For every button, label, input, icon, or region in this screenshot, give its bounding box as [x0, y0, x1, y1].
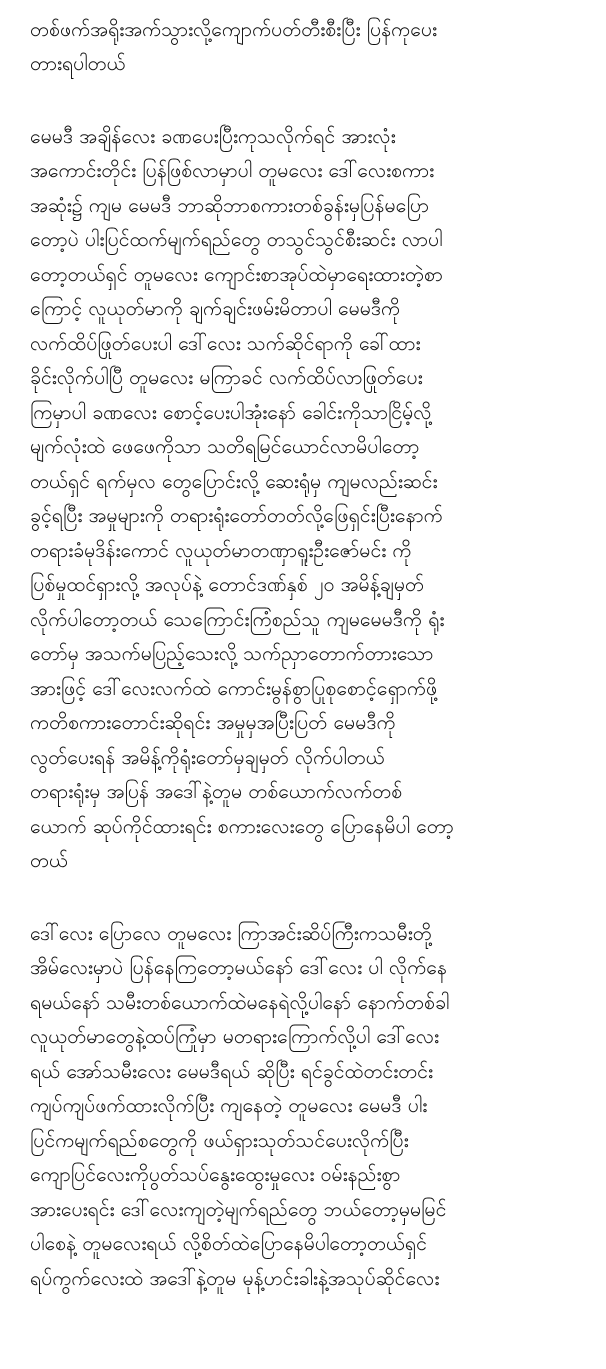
text-line: ကျောပြင်လေးကိုပွတ်သပ်နွေးထွေးမှုလေး ဝမ်းနည်းစွာ [30, 1163, 401, 1186]
text-line: လူယုတ်မာတွေနဲ့ထပ်ကြုံမှာ မတရားကြောက်လို့ပါ ဒေါ်လေး [30, 1025, 440, 1048]
text-line: ကျပ်ကျပ်ဖက်ထားလိုက်ပြီး ကျနေတဲ့ တူမလေး မေမဒီ ပါး [30, 1094, 428, 1117]
text-line: တရားခံမုဒိန်းကောင် လူယုတ်မာတဏှာရူးဦးဇော်မင်း ကို [30, 538, 412, 562]
text-line: ခိုင်းလိုက်ပါပြီ တူမလေး မကြာခင် လက်ထိပ်လာဖြုတ်ပေး [30, 366, 423, 389]
text-line: ကြမှာပါ ခဏလေး စောင့်ပေးပါအုံးနော် ခေါင်းကိုသာငြိမ့်လို့ [30, 400, 432, 424]
text-line: ရပ်ကွက်လေးထဲ အဒေါ်နဲ့တူမ မုန့်ဟင်းခါးနဲ့အသုပ်ဆိုင်လေး [30, 1266, 440, 1290]
text-line: အကောင်းတိုင်း ပြန်ဖြစ်လာမှာပါ တူမလေး ဒေါ်လေးစကား [30, 159, 435, 182]
text-line: အိမ်လေးမှာပဲ ပြန်နေကြတော့မယ်နော် ဒေါ်လေး ပါ လိုက်နေ [30, 956, 447, 979]
text-line: တရားရုံးမှ အပြန် အဒေါ်နဲ့တူမ တစ်ယောက်လက်တစ် [30, 780, 403, 803]
text-line: မေမဒီ အချိန်လေး ခဏပေးပြီးကုသလိုက်ရင် အားလုံး [30, 124, 396, 148]
text-line: ပြစ်မှုထင်ရှားလို့ အလုပ်နဲ့ တောင်ဒဏ်နှစ် ၂၀ အမိန့်ချမှတ် [30, 573, 424, 596]
text-line: ခွင့်ရပြီး အမှုများကို တရားရုံးတော်တတ်လို့ဖြေရှင်းပြီးနောက် [30, 504, 443, 527]
paragraph-2 [30, 120, 588, 879]
paragraph-1 [30, 0, 588, 82]
text-line: တယ် [30, 849, 68, 872]
text-line: လွတ်ပေးရန် အမိန့်ကိုရုံးတော်မှချမှတ် လိုက်ပါတယ် [30, 745, 385, 769]
text-line: ကတိစကားတောင်းဆိုရင်း အမှုမှအပြီးပြတ် မေမဒီကို [30, 711, 396, 734]
text-line: တစ်ဖက်အရိုးအက်သွားလို့ကျောက်ပတ်တီးစီးပြီး ပြန်ကုပေး [30, 17, 437, 41]
text-line: ကြောင့် လူယုတ်မာကို ချက်ချင်းဖမ်းမိတာပါ မေမဒီကို [30, 297, 401, 320]
text-line: မျက်လုံးထဲ ဖေဖေကိုသာ သတိရမြင်ယောင်လာမိပါတော့ [30, 435, 420, 458]
text-line: ရမယ်နော် သမီးတစ်ယောက်ထဲမနေရဲလို့ပါနော် နောက်တစ်ခါ [30, 990, 450, 1014]
text-line: ယောက် ဆုပ်ကိုင်ထားရင်း စကားလေးတွေ ပြောနေမိပါ တော့ [30, 814, 454, 838]
paragraph-3 [30, 917, 588, 1331]
text-line: ရယ် အော်သမီးလေး မေမဒီရယ် ဆိုပြီး ရင်ခွင်ထဲတင်းတင်း [30, 1059, 433, 1083]
text-line: တယ်ရှင် ရက်မှလ တွေပြောင်းလို့ ဆေးရုံမှ ကျမလည်းဆင်း [30, 469, 438, 493]
text-line: အားပေးရင်း ဒေါ်လေးကျတဲ့မျက်ရည်တွေ ဘယ်တော့မှမမြင် [30, 1197, 447, 1221]
text-line: တားရပါတယ် [30, 52, 126, 75]
text-line: အဆုံး၌ ကျမ မေမဒီ ဘာဆိုဘာစကားတစ်ခွန်းမှပြန်မပြော [30, 193, 430, 217]
text-line: တော်မှ အသက်မပြည့်သေးလို့ သက်ညှာတောက်တားသော [30, 642, 434, 665]
text-line: တော့ပဲ ပါးပြင်ထက်မျက်ရည်တွေ တသွင်သွင်စီးဆင်း လာပါ [30, 228, 443, 251]
text-line: လိုက်ပါတော့တယ် သေကြောင်းကြံစည်သူ ကျမမေမဒီကို ရုံး [30, 607, 445, 631]
text-line: ဒေါ်လေး ပြောလေ တူမလေး ကြာအင်းဆိပ်ကြီးကသမီးတို့ [30, 921, 432, 945]
text-line: ပြင်ကမျက်ရည်စတွေကို ဖယ်ရှားသုတ်သင်ပေးလိုက်ပြီး [30, 1128, 409, 1152]
text-line: လက်ထိပ်ဖြုတ်ပေးပါ ဒေါ်လေး သက်ဆိုင်ရာကို ခေါ်ထား [30, 331, 421, 355]
text-line: အားဖြင့် ဒေါ်လေးလက်ထဲ ကောင်းမွန်စွာပြုစုစောင့်ရှောက်ဖို့ [30, 676, 438, 700]
text-line: တော့တယ်ရှင် တူမလေး ကျောင်းစာအုပ်ထဲမှာရေးထားတဲ့စာ [30, 262, 443, 286]
text-line [30, 0, 588, 13]
text-line [30, 1296, 588, 1331]
text-line: ပါစေနဲ့ တူမလေးရယ် လို့စိတ်ထဲပြောနေမိပါတော့တယ်ရှင် [30, 1232, 427, 1255]
